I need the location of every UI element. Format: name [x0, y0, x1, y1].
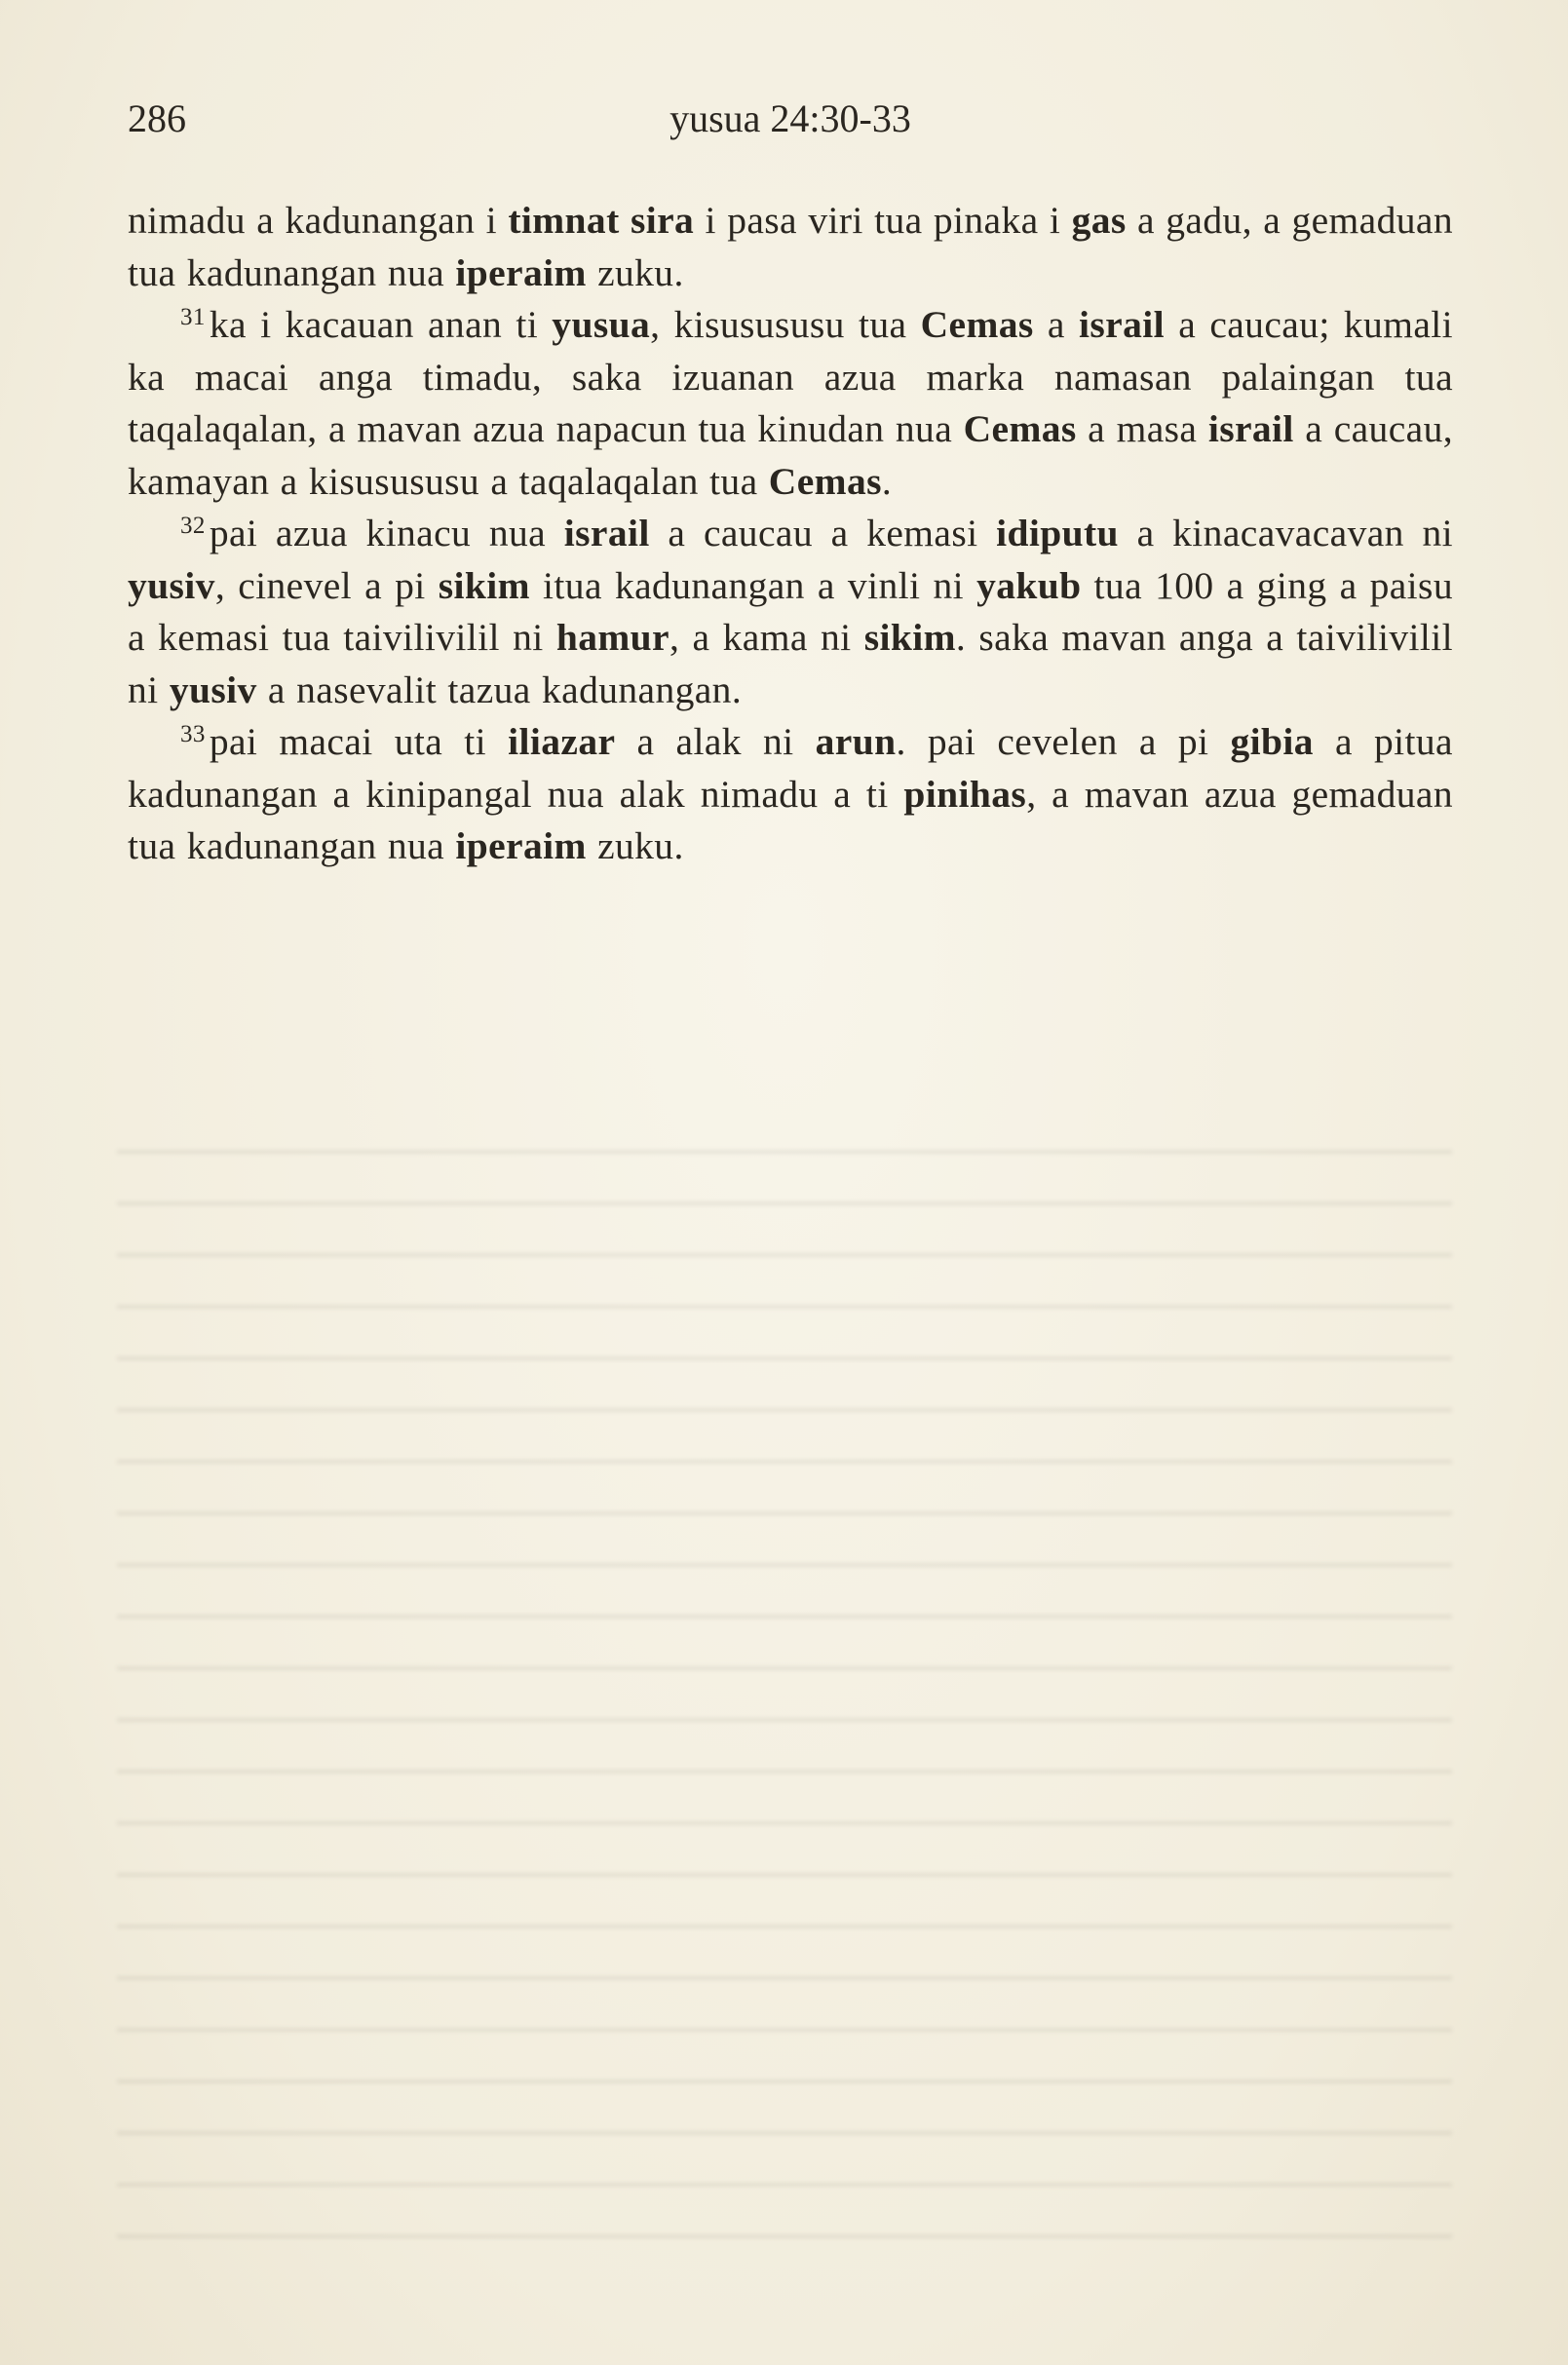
verse-33: [128, 716, 1453, 873]
bold-term: hamur: [555, 616, 669, 659]
running-head: yusua 24:30-33: [669, 96, 911, 140]
verse-31: [128, 299, 1453, 508]
text-run: tua 100 a ging a paisu a kemasi tua taivilivilil ni: [128, 563, 1453, 659]
text-run: a: [1033, 303, 1080, 346]
verse-number: 33: [180, 721, 206, 747]
bold-term: arun: [815, 720, 897, 763]
text-run: a masa: [1076, 407, 1208, 450]
text-run: zuku.: [586, 250, 684, 294]
bold-term: iperaim: [455, 824, 587, 867]
text-run: .: [881, 459, 893, 503]
text-run: a alak ni: [615, 720, 816, 763]
bleed-through-texture: [117, 1121, 1452, 2241]
text-run: i pasa viri tua pinaka i: [694, 199, 1072, 242]
bold-term: Cemas: [963, 407, 1077, 450]
text-run: a gadu, a gemaduan tua kadunangan nua: [128, 199, 1453, 294]
bold-term: israil: [1207, 407, 1294, 450]
text-run: . saka mavan anga a taivilivilil ni: [128, 616, 1453, 711]
bold-term: Cemas: [920, 303, 1034, 346]
text-run: , cinevel a pi: [214, 563, 439, 607]
text-run: , a mavan azua gemaduan tua kadunangan nua: [128, 772, 1453, 867]
text-run: a caucau; kumali ka macai anga timadu, saka izuanan azua marka namasan palaingan tua taqalaqalan, a mavan azua napacun tua kinudan nua: [128, 303, 1454, 450]
text-run: a caucau a kemasi: [649, 512, 997, 554]
bold-term: idiputu: [996, 512, 1119, 554]
page-header: [128, 90, 1453, 148]
text-run: a caucau, kamayan a kisusususu a taqalaqalan tua: [128, 407, 1453, 503]
verse-32: [128, 508, 1453, 716]
bold-term: sikim: [438, 563, 530, 607]
bold-term: yakub: [976, 563, 1082, 607]
bold-term: pinihas: [903, 772, 1027, 816]
text-run: ka i kacauan anan ti: [209, 303, 553, 346]
text-run: nimadu a kadunangan i: [128, 199, 509, 242]
bold-term: yusua: [552, 303, 651, 346]
text-run: , a kama ni: [669, 616, 864, 659]
bold-term: gibia: [1230, 720, 1314, 763]
text-run: , kisusususu tua: [650, 303, 921, 346]
bold-term: israil: [563, 512, 650, 554]
text-run: a pitua kadunangan a kinipangal nua alak nimadu a ti: [128, 720, 1453, 816]
text-run: . pai cevelen a pi: [896, 720, 1231, 763]
text-run: pai macai uta ti: [209, 720, 509, 763]
bold-term: yusiv: [169, 668, 257, 711]
verse-number: 31: [180, 304, 206, 330]
bold-term: gas: [1071, 199, 1127, 242]
verse-number: 32: [180, 513, 206, 539]
text-run: itua kadunangan a vinli ni: [529, 563, 977, 607]
page-number: 286: [128, 96, 186, 140]
body-text: [128, 195, 1453, 873]
paragraph-continuation: [128, 195, 1453, 299]
text-run: pai azua kinacu nua: [209, 512, 564, 554]
bold-term: iperaim: [455, 250, 587, 294]
bold-term: Cemas: [768, 459, 882, 503]
text-run: zuku.: [586, 824, 684, 867]
bold-term: iliazar: [508, 720, 616, 763]
bold-term: israil: [1079, 303, 1166, 346]
bold-term: yusiv: [128, 563, 215, 607]
bold-term: sikim: [863, 616, 956, 659]
bold-term: timnat sira: [508, 199, 695, 242]
text-run: a kinacavacavan ni: [1118, 512, 1453, 554]
text-run: a nasevalit tazua kadunangan.: [256, 668, 743, 711]
